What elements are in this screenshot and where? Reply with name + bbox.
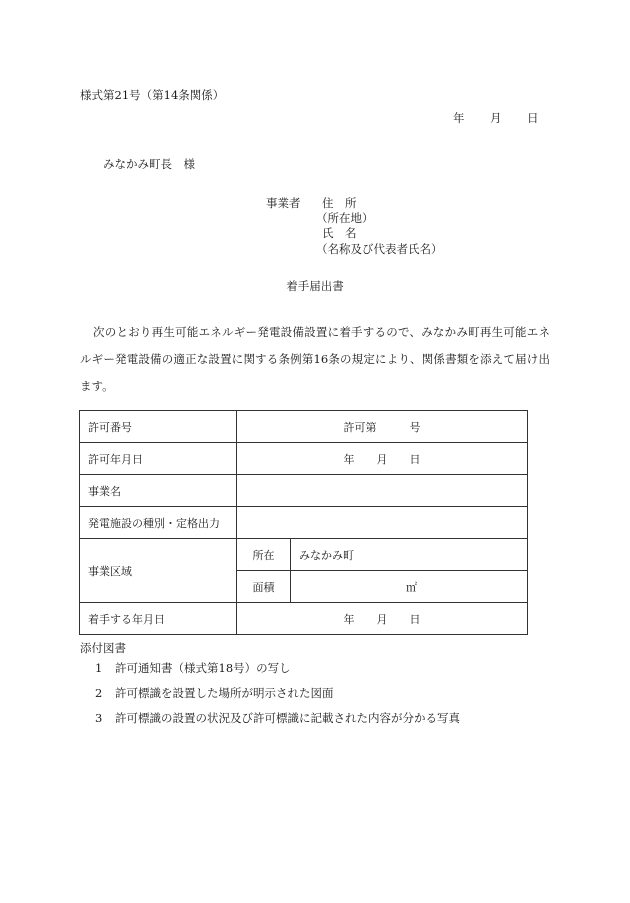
date-line bbox=[453, 113, 539, 125]
location-value[interactable]: みなかみ町 bbox=[291, 539, 528, 571]
project-name-label: 事業名 bbox=[80, 475, 237, 507]
body-paragraph: 次のとおり再生可能エネルギー発電設備設置に着手するので、みなかみ町再生可能エネルギー発電設備の適正な設置に関する条例第16条の規定により、関係書類を添えて届け出ます。 bbox=[80, 325, 550, 393]
date-month-label: 月 bbox=[490, 111, 502, 125]
applicant-block bbox=[266, 196, 443, 257]
table-row bbox=[80, 475, 528, 507]
table-row bbox=[80, 507, 528, 539]
start-date-label: 着手する年月日 bbox=[80, 603, 237, 635]
date-year-label: 年 bbox=[453, 111, 465, 125]
list-item bbox=[95, 663, 291, 675]
list-item bbox=[95, 713, 460, 725]
table-row bbox=[80, 603, 528, 635]
attachment-text: 許可標識の設置の状況及び許可標識に記載された内容が分かる写真 bbox=[115, 711, 460, 725]
list-item bbox=[95, 688, 334, 700]
size-label: 面積 bbox=[237, 571, 291, 603]
permit-table bbox=[79, 410, 528, 635]
facility-type-label: 発電施設の種別・定格出力 bbox=[80, 507, 237, 539]
project-area-label: 事業区域 bbox=[80, 539, 237, 603]
attachment-number: 1 bbox=[95, 661, 103, 675]
attachments-title: 添付図書 bbox=[80, 641, 126, 655]
name-sub-label: （名称及び代表者氏名） bbox=[316, 241, 443, 256]
applicant-label: 事業者 bbox=[266, 196, 301, 210]
addressee: みなかみ町長 様 bbox=[103, 157, 195, 171]
permit-number-value[interactable]: 許可第 号 bbox=[237, 411, 528, 443]
table-row bbox=[80, 411, 528, 443]
facility-type-value[interactable] bbox=[237, 507, 528, 539]
attachment-number: 2 bbox=[95, 686, 103, 700]
attachment-text: 許可通知書（様式第18号）の写し bbox=[115, 661, 291, 675]
permit-number-label: 許可番号 bbox=[80, 411, 237, 443]
table-row bbox=[80, 539, 528, 571]
address-label: 住 所 bbox=[322, 196, 357, 210]
document-title: 着手届出書 bbox=[286, 279, 344, 293]
address-sub-label: （所在地） bbox=[316, 211, 374, 226]
location-label: 所在 bbox=[237, 539, 291, 571]
permit-date-value[interactable]: 年 月 日 bbox=[237, 443, 528, 475]
start-date-value[interactable]: 年 月 日 bbox=[237, 603, 528, 635]
project-name-value[interactable] bbox=[237, 475, 528, 507]
form-number: 様式第21号（第14条関係） bbox=[80, 88, 225, 102]
table-row bbox=[80, 443, 528, 475]
date-day-label: 日 bbox=[527, 111, 539, 125]
size-value[interactable]: ㎡ bbox=[291, 571, 528, 603]
permit-date-label: 許可年月日 bbox=[80, 443, 237, 475]
name-label: 氏 名 bbox=[322, 226, 357, 241]
attachment-number: 3 bbox=[95, 711, 103, 725]
attachment-text: 許可標識を設置した場所が明示された図面 bbox=[115, 686, 334, 700]
